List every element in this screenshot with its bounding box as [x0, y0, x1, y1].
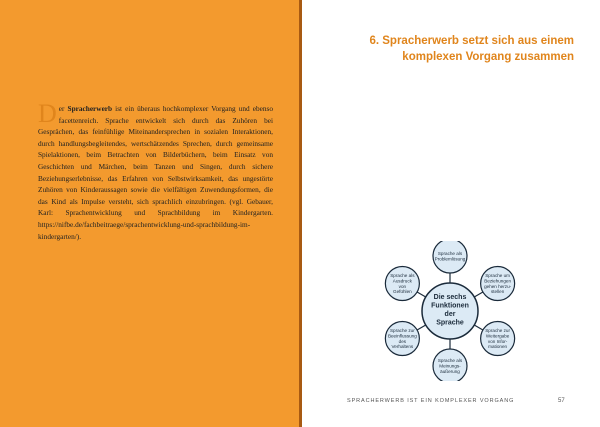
body-keyword: Spracherwerb — [67, 104, 113, 113]
function-node-label: Sprache zur Beeinflussung des Verhaltens — [387, 328, 417, 350]
body-paragraph — [38, 99, 273, 242]
connector-line — [417, 292, 426, 297]
function-node-label: Sprache um Beziehungen gehen herzu-stellen — [484, 273, 512, 295]
function-node-label: Sprache zur Weitergabe von Infor-mationen — [485, 328, 511, 350]
body-text: ist ein überaus hochkomplexer Vorgang und ebenso facettenreich. Sprache entwickelt sich durch das Zuhören bei Gesprächen, das feinfühlige Miteinandersprechen in sozialen Interaktionen, durch handlungsbegleitendes, wertschätzendes Sprechen, durch gemeinsame Spielaktionen, beim Betrachten von Bilderbüchern, beim Einsatz von Geschichten und Märchen, beim Tanzen und Singen, durch sichere Beziehungserlebnisse, das Erfahren von Selbstwirksamkeit, das ungestörte Zuhören von Kinderaussagen sowie die vielfältigen Zuwendungsformen, die das Kind als Impulse versteht, sich sprachlich einzubringen. (vgl. Gebauer, Karl: Sprachentwicklung und Sprachbildung im Kindergarten. https://nifbe.de/fachbeitraege/sprachentwicklung-und-sprachbildung-im-kindergarten/). — [38, 104, 273, 241]
function-node-label: Sprache als Meinungs-äußerung — [437, 358, 463, 374]
page-number: 57 — [558, 398, 565, 404]
functions-diagram — [370, 241, 530, 381]
function-node-label: Sprache als Ausdruck von Gefühlen — [390, 273, 415, 295]
connector-line — [474, 292, 483, 297]
connector-line — [474, 325, 483, 330]
drop-cap: D — [38, 99, 57, 128]
connector-line — [417, 325, 426, 330]
function-node-label: Sprache als Problemlösung — [434, 250, 466, 262]
body-lead: er — [58, 104, 68, 113]
center-label: Die sechs Funktionen der Sprache — [431, 294, 469, 327]
running-footer: SPRACHERWERB IST EIN KOMPLEXER VORGANG — [347, 398, 515, 404]
section-heading-line-2: komplexen Vorgang zusammen — [402, 51, 574, 63]
section-heading-line-1: 6. Spracherwerb setzt sich aus einem — [369, 35, 574, 47]
